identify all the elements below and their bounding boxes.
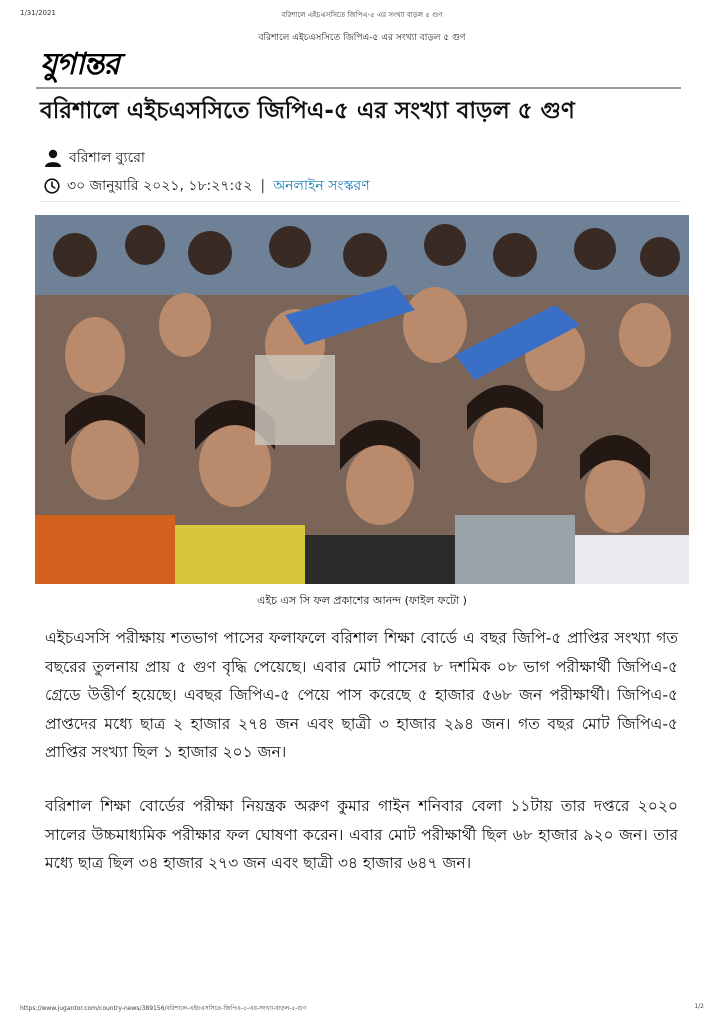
publish-datetime: ৩০ জানুয়ারি ২০২১, ১৮:২৭:৫২ xyxy=(67,178,253,194)
article-paragraph-1: এইচএসসি পরীক্ষায় শতভাগ পাসের ফলাফলে বরিশাল শিক্ষা বোর্ডে এ বছর জিপি-৫ প্রাপ্তির সংখ্যা গত বছরের তুলনায় প্রায় ৫ গুণ বৃদ্ধি পেয়েছে। এবার মোট পাসের ৮ দশমিক ০৮ ভাগ পরীক্ষার্থী জিপিএ-৫ গ্রেডে উত্তীর্ণ হয়েছে। এবছর জিপিএ-৫ পেয়ে পাস করেছে ৫ হাজার ৫৬৮ জন পরীক্ষার্থী। জিপিএ-৫ প্রাপ্তদের মধ্যে ছাত্র ২ হাজার ২৭৪ জন এবং ছাত্রী ৩ হাজার ২৯৪ জন। গত বছর মোট জিপিএ-৫ প্রাপ্তির সংখ্যা ছিল ১ হাজার ২০১ জন। xyxy=(45,629,678,761)
print-footer xyxy=(20,1003,704,1013)
print-header xyxy=(20,9,704,21)
print-title: বরিশালে এইচএসসিতে জিপিএ-৫ এর সংখ্যা বাড়ল ৫ গুণ xyxy=(281,11,443,19)
author-name[interactable]: বরিশাল ব্যুরো xyxy=(69,150,145,166)
footer-url[interactable]: https://www.jugantor.com/country-news/389156/বরিশালে-এইচএসসিতে-জিপিএ-৫-এর-সংখ্যা-বাড়ল-৫-গুণ xyxy=(20,1005,307,1012)
edition-link[interactable]: অনলাইন সংস্করণ xyxy=(273,178,370,194)
article-headline: বরিশালে এইচএসসিতে জিপিএ-৫ এর সংখ্যা বাড়ল ৫ গুণ xyxy=(40,98,575,124)
date-row xyxy=(44,174,370,198)
meta-separator: | xyxy=(260,178,266,194)
celebration-photo xyxy=(35,215,689,584)
article-photo xyxy=(35,215,689,584)
meta-divider xyxy=(40,201,681,202)
article-paragraph-2: বরিশাল শিক্ষা বোর্ডের পরীক্ষা নিয়ন্ত্রক অরুণ কুমার গাইন শনিবার বেলা ১১টায় তার দপ্তরে ২০২০ সালের উচ্চমাধ্যমিক পরীক্ষার ফল ঘোষণা করেন। এবার মোট পরীক্ষার্থী ছিল ৬৮ হাজার ৯২০ জন। তার মধ্যে ছাত্র ছিল ৩৪ হাজার ২৭৩ জন এবং ছাত্রী ৩৪ হাজার ৬৪৭ জন। xyxy=(45,797,678,872)
page-subtitle: বরিশালে এইচএসসিতে জিপিএ-৫ এর সংখ্যা বাড়ল ৫ গুণ xyxy=(258,33,466,43)
clock-icon xyxy=(44,178,60,194)
print-date: 1/31/2021 xyxy=(20,9,56,17)
page-number: 1/2 xyxy=(694,1003,704,1010)
author-row xyxy=(44,146,145,170)
photo-caption: এইচ এস সি ফল প্রকাশের আনন্দ (ফাইল ফটো ) xyxy=(257,594,467,607)
user-icon xyxy=(44,149,62,167)
header-divider xyxy=(36,87,681,89)
site-logo[interactable]: যুগান্তর xyxy=(40,47,119,82)
